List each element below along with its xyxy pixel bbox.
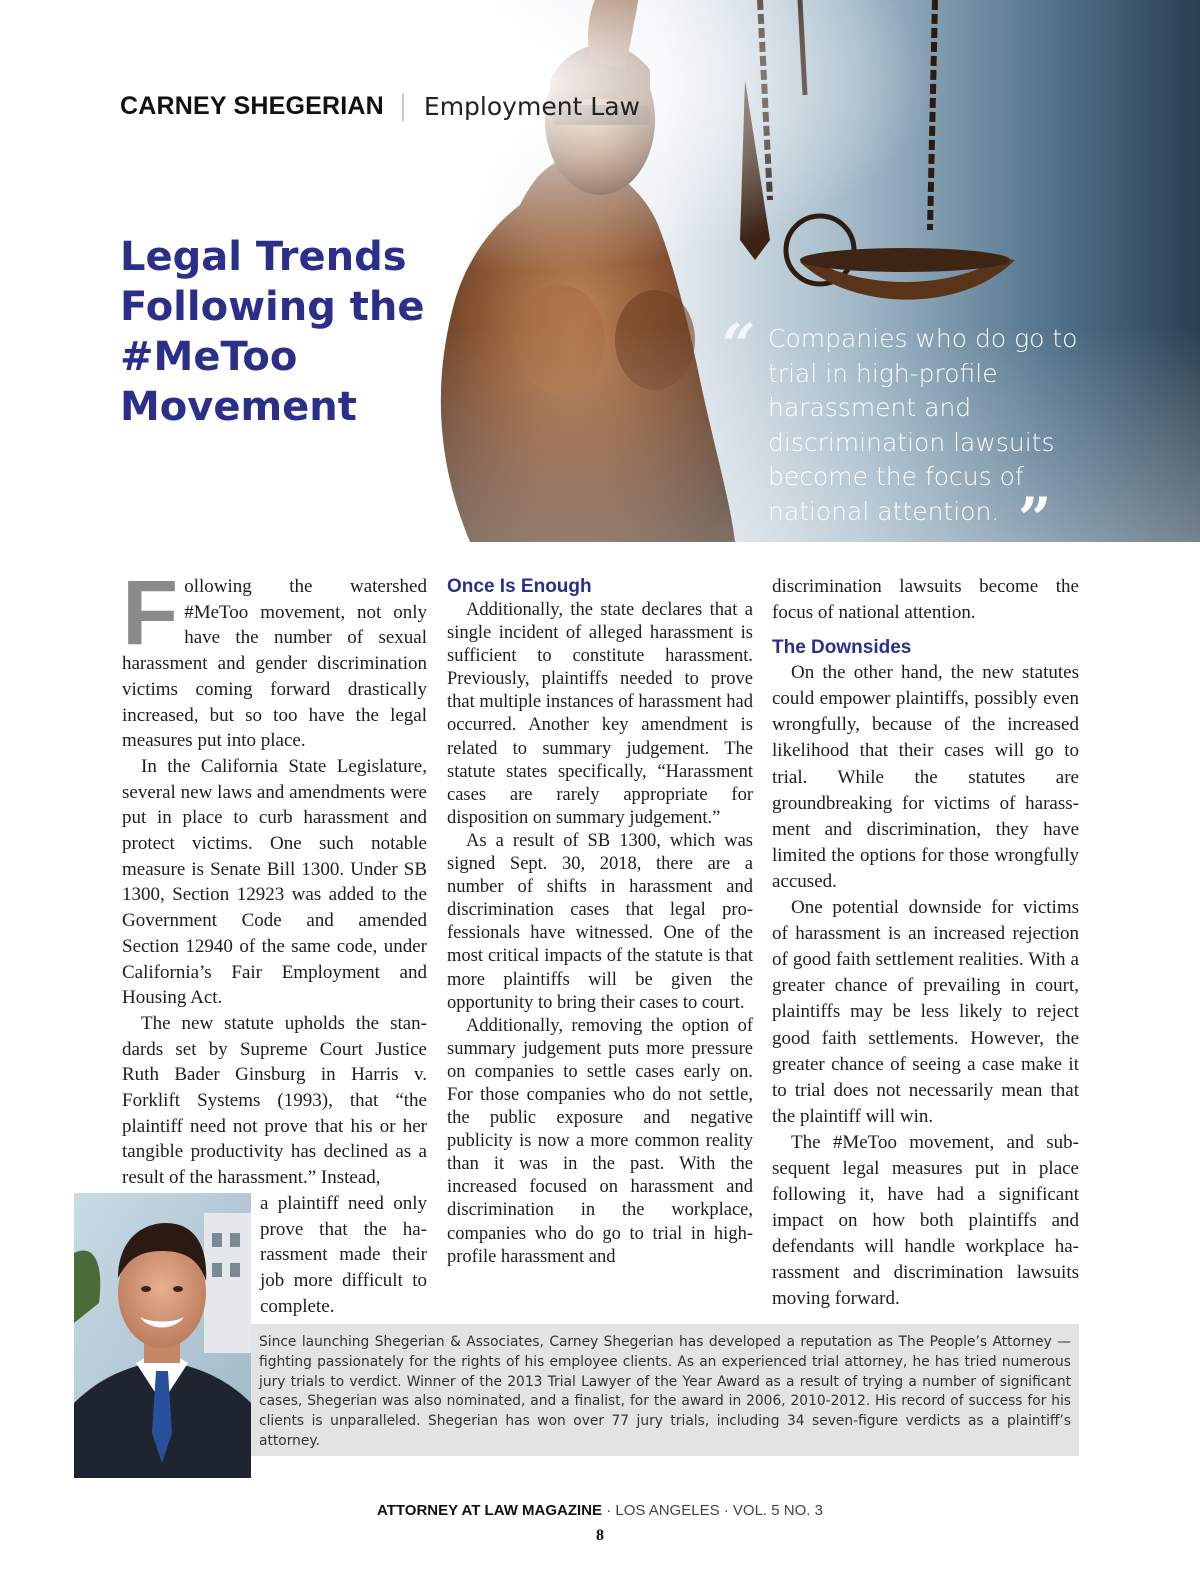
paragraph: The new statute upholds the standards set by Supreme Court Justice Ruth Bader Ginsburg in Harris v. Forklift Systems (1993), that “the plaintiff need not prove that his or her tangible productivity has declined as a result of the harassment.” Instead,	[122, 1012, 427, 1189]
author-photo	[74, 1193, 251, 1478]
paragraph: Additionally, removing the option of summary judgement puts more pressure on companies to settle cases early on. For those companies who do not settle, the public exposure and negative publicity is now a more common reality than it was in the past. With the increased focused on harassment and discrimination in the workplace, companies who do go to trial in high-profile harassment and	[447, 1015, 753, 1267]
paragraph: discrimination lawsuits become the focus of national attention.	[772, 576, 1079, 624]
paragraph-wrapped: a plaintiff need only prove that the harassment made their job more difficult to complete.	[260, 1192, 427, 1317]
issue-details: · LOS ANGELES · VOL. 5 NO. 3	[602, 1502, 823, 1519]
article-title: Legal Trends Following the #MeToo Movement	[120, 234, 425, 430]
pull-quote-text: Companies who do go to trial in high-profile harassment and discrimination lawsuits become the focus of national attention.	[768, 324, 1078, 526]
footer	[0, 1502, 1200, 1519]
paragraph-text: ollowing the watershed #MeToo movement, not only have the number of sexual harassment and gender discrimination victims coming forward drastically increased, but so too have the legal measures put into place.	[122, 576, 427, 752]
page-number: 8	[596, 1527, 604, 1544]
article-column-2	[447, 574, 753, 1269]
magazine-name: ATTORNEY AT LAW MAGAZINE	[377, 1502, 603, 1519]
paragraph: One potential downside for victims of harassment is an increased rejection of good faith settlement realities. With a greater chance of prevailing in court, plaintiffs may be less likely to reject good faith settlements. However, the greater chance of seeing a case make it to trial does not necessarily mean that the plaintiff will win.	[772, 897, 1079, 1127]
paragraph: On the other hand, the new statutes could empower plaintiffs, possibly even wrongfully, because of the increased likelihood that their cases will go to trial. While the statutes are groundbreaking for victims of harassment and discrimination, they have limited the options for those wrongfully accused.	[772, 662, 1079, 892]
header-divider	[402, 93, 404, 121]
section-label: Employment Law	[423, 92, 640, 121]
author-name: CARNEY SHEGERIAN	[120, 92, 384, 120]
subheading-the-downsides: The Downsides	[772, 637, 912, 659]
hero-banner	[0, 0, 1200, 542]
paragraph: The #MeToo movement, and subsequent legal measures put in place following it, have had a significant impact on how both plaintiffs and defendants will handle workplace harassment and discrimination lawsuits moving forward.	[772, 1131, 1079, 1310]
drop-cap: F	[122, 562, 179, 664]
paragraph: Additionally, the state declares that a single incident of alleged harassment is sufficient to constitute harassment. Previously, plaintiffs needed to prove that multiple instances of harassment had occurred. Another key amendment is related to summary judgement. The statute states specifically, “Harassment cases are rarely appropriate for disposition on summary judgement.”	[447, 600, 753, 828]
subheading-once-is-enough: Once Is Enough	[447, 576, 592, 597]
author-bio: Since launching Shegerian & Associates, Carney Shegerian has developed a reputation as The People’s Attorney — fighting passionately for the rights of his employee clients. As an experienced trial attorney, he has tried numerous jury trials to verdict. Winner of the 2013 Trial Lawyer of the Year Award as a result of trying a number of significant cases, Shegerian was also nominated, and a finalist, for the award in 2006, 2010-2012. His record of success for his clients is unparalleled. Shegerian has won over 77 jury trials, including 34 seven-figure verdicts as a plaintiff’s attorney.	[251, 1324, 1079, 1456]
article-column-3	[772, 574, 1079, 1313]
open-quote-mark: “	[722, 311, 756, 379]
article-header	[120, 92, 640, 121]
close-quote-mark: ”	[1018, 485, 1052, 542]
paragraph	[122, 562, 427, 754]
paragraph: In the California State Legislature, several new laws and amendments were put in place to curb harassment and protect victims. One such notable measure is Senate Bill 1300. Under SB 1300, Section 12923 was added to the Government Code and amended Section 12940 of the same code, under California’s Fair Employment and Housing Act.	[122, 755, 427, 1009]
paragraph: As a result of SB 1300, which was signed Sept. 30, 2018, there are a number of shifts in harassment and discrimination cases that legal professionals have witnessed. One of the most critical impacts of the statute is that more plaintiffs will be given the opportunity to bring their cases to court.	[447, 830, 753, 1013]
